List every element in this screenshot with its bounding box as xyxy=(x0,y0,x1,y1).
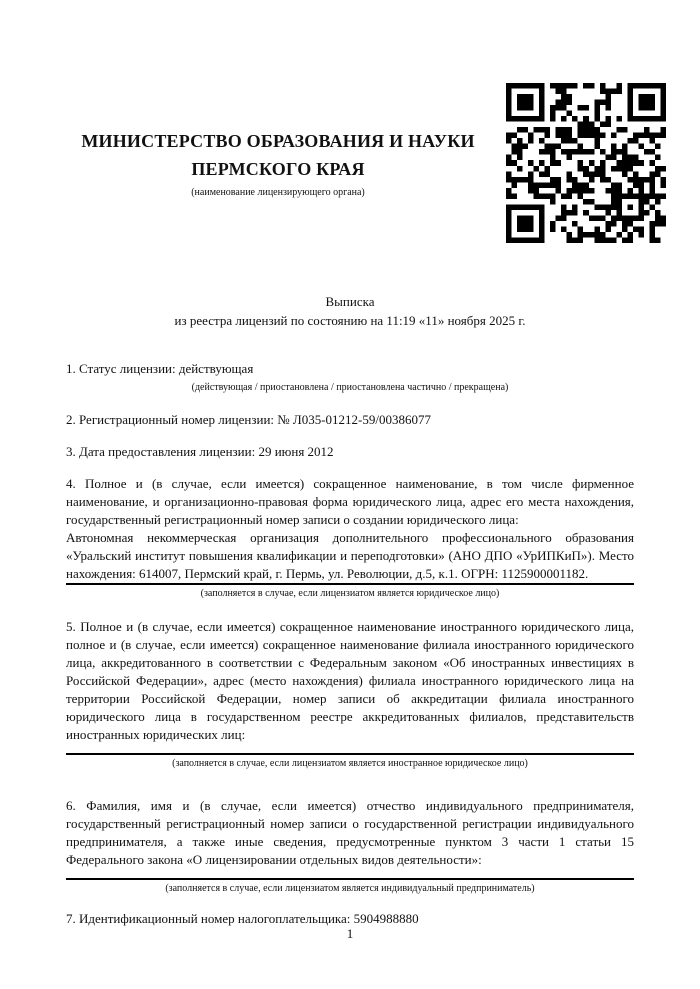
item-caption: (действующая / приостановлена / приостановлена частично / прекращена) xyxy=(191,382,509,393)
ministry-name xyxy=(66,127,490,183)
ministry-name-line1: МИНИСТЕРСТВО ОБРАЗОВАНИЯ И НАУКИ xyxy=(81,131,475,151)
document-title-line1: Выписка xyxy=(325,294,375,309)
fill-in-line xyxy=(66,878,634,880)
page-number: 1 xyxy=(346,926,354,941)
item-foreign-entity xyxy=(66,618,634,770)
item-text: 3. Дата предоставления лицензии: 29 июня 2012 xyxy=(66,444,334,459)
item-text: 5. Полное и (в случае, если имеется) сокращенное наименование иностранного юридического лица, полное и (в случае, если имеется) сокращенное наименование филиала иностранного юридического лица, аккредитованного в соответствии с Федеральным законом «Об иностранных инвестициях в Российской Федерации», адрес (место нахождения) филиала иностранного юридического лица на территории Российской Федерации, номер записи об аккредитации филиала иностранного юридического лица в государственном реестре аккредитованных филиалов, представительств иностранных юридических лиц: xyxy=(66,619,634,742)
item-text: 7. Идентификационный номер налогоплательщика: 5904988880 xyxy=(66,911,419,926)
item-caption: (заполняется в случае, если лицензиатом является юридическое лицо) xyxy=(200,588,500,599)
item-value: Автономная некоммерческая организация дополнительного профессионального образования «Уральский институт повышения квалификации и переподготовки» (АНО ДПО «УрИПКиП»). Место нахождения: 614007, Пермский край, г. Пермь, ул. Революции, д.5, к.1. ОГРН: 1125900001182. xyxy=(66,530,634,581)
item-text: 2. Регистрационный номер лицензии: № Л035-01212-59/00386077 xyxy=(66,412,432,427)
item-caption: (заполняется в случае, если лицензиатом является иностранное юридическое лицо) xyxy=(172,758,528,769)
items-list xyxy=(66,360,634,928)
item-registration-number xyxy=(66,411,634,429)
item-legal-entity xyxy=(66,475,634,600)
item-text: 4. Полное и (в случае, если имеется) сокращенное наименование, в том числе фирменное наименование, и организационно-правовая форма юридического лица, адрес его места нахождения, государственный регистрационный номер записи о создании юридического лица: xyxy=(66,476,634,527)
letterhead xyxy=(66,0,490,199)
letterhead-caption: (наименование лицензирующего органа) xyxy=(191,187,365,198)
item-license-status xyxy=(66,360,634,394)
item-text: 1. Статус лицензии: действующая xyxy=(66,361,254,376)
qr-code-icon xyxy=(506,83,666,243)
item-caption: (заполняется в случае, если лицензиатом является индивидуальный предприниматель) xyxy=(165,883,535,894)
document-title-line2: из реестра лицензий по состоянию на 11:19 «11» ноября 2025 г. xyxy=(174,313,526,328)
item-individual-entrepreneur xyxy=(66,797,634,895)
fill-in-line xyxy=(66,753,634,755)
item-text: 6. Фамилия, имя и (в случае, если имеется) отчество индивидуального предпринимателя, государственный регистрационный номер записи о государственной регистрации индивидуального предпринимателя, а также иные сведения, предусмотренные пунктом 3 части 1 статьи 15 Федерального закона «О лицензировании отдельных видов деятельности»: xyxy=(66,798,634,867)
fill-in-line xyxy=(66,583,634,585)
document-title xyxy=(66,292,634,330)
blank-space xyxy=(66,744,634,753)
ministry-name-line2: ПЕРМСКОГО КРАЯ xyxy=(191,159,365,179)
blank-space xyxy=(66,869,634,878)
item-license-date xyxy=(66,443,634,461)
